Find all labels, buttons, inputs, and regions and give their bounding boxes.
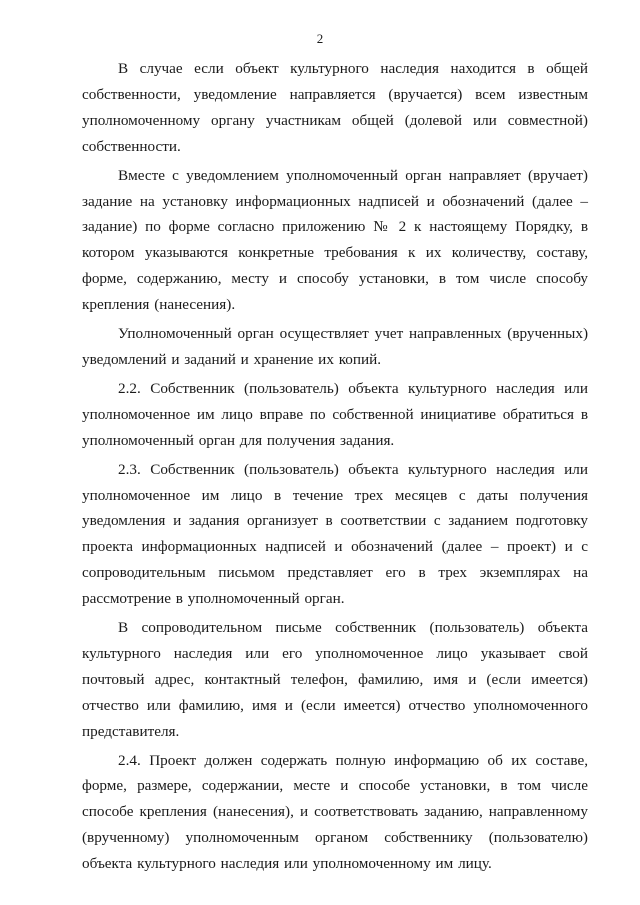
paragraph-task-issuance: Вместе с уведомлением уполномоченный орган направляет (вручает) задание на установку информационных надписей и обозначений (далее – задание) по форме согласно приложению № 2 к настоящему Порядку, в котором указываются конкретные требования к их количеству, составу, форме, содержанию, месту и способу установки, в том числе способу крепления (нанесения). (82, 166, 588, 314)
page-number: 2 (316, 31, 324, 46)
paragraph-cover-letter: В сопроводительном письме собственник (пользователь) объекта культурного наследия или его уполномоченное лицо указывает свой почтовый адрес, контактный телефон, фамилию, имя и (если имеется) отчество или фамилию, имя и (если имеется) отчество уполномоченного представителя. (82, 619, 588, 740)
paragraph-section-2-2: 2.2. Собственник (пользователь) объекта культурного наследия или уполномоченное им лицо вправе по собственной инициативе обратиться в уполномоченный орган для получения задания. (82, 379, 588, 449)
paragraph-section-2-3: 2.3. Собственник (пользователь) объекта культурного наследия или уполномоченное им лицо в течение трех месяцев с даты получения уведомления и задания организует в соответствии с заданием подготовку проекта информационных надписей и обозначений (далее – проект) и с сопроводительным письмом представляет его в трех экземплярах на рассмотрение в уполномоченный орган. (82, 460, 588, 608)
document-body (82, 56, 588, 880)
paragraph-common-ownership: В случае если объект культурного наследия находится в общей собственности, уведомление направляется (вручается) всем известным уполномоченному органу участникам общей (долевой или совместной) собственности. (82, 60, 588, 155)
paragraph-accounting: Уполномоченный орган осуществляет учет направленных (врученных) уведомлений и заданий и хранение их копий. (82, 325, 588, 368)
paragraph-section-2-4: 2.4. Проект должен содержать полную информацию об их составе, форме, размере, содержании, месте и способе установки, в том числе способе крепления (нанесения), и соответствовать заданию, направленному (врученному) уполномоченным органом собственнику (пользователю) объекта культурного наследия или уполномоченному им лицу. (82, 751, 588, 873)
